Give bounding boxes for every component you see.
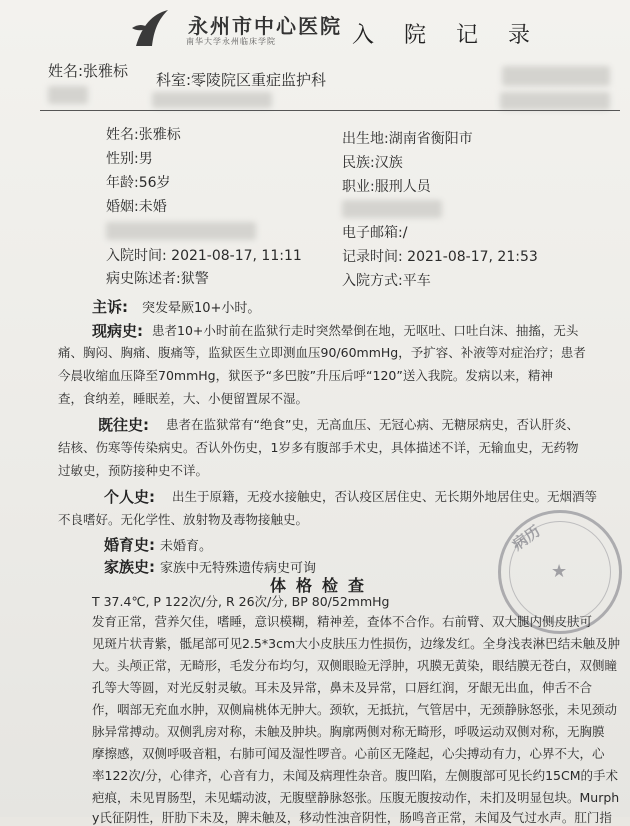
chief-complaint-title: 主诉:	[92, 298, 128, 316]
exam-line: 见斑片状青紫，骶尾部可见2.5*3cm大小皮肤压力性损伤，边缘发红。全身浅表淋巴结未触及肿	[92, 636, 621, 651]
redacted-block	[502, 66, 610, 86]
top-patient-name: 姓名:张雅标	[48, 62, 129, 80]
physical-exam-title: 体格检查	[270, 576, 375, 595]
exam-line: 率122次/分，心律齐，心音有力，未闻及病理性杂音。腹凹陷，左侧腹部可见长约15CM的手术	[92, 768, 618, 783]
redacted-block	[342, 200, 442, 218]
info-admit-time: 入院时间: 2021-08-17, 11:11	[106, 248, 302, 264]
info-marriage: 婚姻:未婚	[106, 199, 167, 215]
hospital-logo-icon	[128, 6, 174, 52]
info-age: 年龄:56岁	[106, 175, 171, 191]
info-narrator: 病史陈述者:狱警	[106, 271, 209, 287]
redacted-block	[106, 222, 256, 240]
exam-line: 孔等大等圆，对光反射灵敏。耳未及异常，鼻未及异常，口唇红润，牙龈无出血，伸舌不合	[92, 680, 593, 695]
past-history-line: 患者在监狱常有“绝食”史，无高血压、无冠心病、无糖尿病史，否认肝炎、	[166, 417, 579, 432]
hospital-subtitle: 南华大学永州临床学院	[186, 37, 276, 46]
redacted-block	[500, 92, 610, 110]
personal-history-title: 个人史:	[104, 488, 155, 506]
info-ethnicity: 民族:汉族	[342, 155, 403, 171]
past-history-title: 既往史:	[98, 416, 149, 434]
marital-history-title: 婚育史:	[104, 536, 155, 554]
exam-line: 作，咽部无充血水肿，双侧扁桃体无肿大。颈软，无抵抗，气管居中，无颈静脉怒张，未见颈动	[92, 702, 618, 717]
record-title: 入院记录	[352, 23, 561, 48]
family-history-title: 家族史:	[104, 558, 155, 576]
personal-history-line: 不良嗜好。无化学性、放射物及毒物接触史。	[58, 512, 309, 527]
chief-complaint-text: 突发晕厥10+小时。	[142, 301, 261, 316]
present-illness-title: 现病史:	[92, 322, 143, 340]
past-history-line: 过敏史，预防接种史不详。	[58, 463, 209, 478]
past-history-line: 结核、伤寒等传染病史。否认外伤史，1岁多有腹部手术史，具体描述不详，无输血史，无药物	[58, 440, 579, 455]
info-record-time: 记录时间: 2021-08-17, 21:53	[342, 249, 538, 265]
redacted-block	[152, 92, 272, 108]
exam-line: 发育正常，营养欠佳，嗜睡，意识模糊，精神差，查体不合作。右前臂、双大腿内侧皮肤可	[92, 614, 593, 629]
exam-line: 大。头颅正常，无畸形，毛发分布均匀，双侧眼睑无浮肿，巩膜无黄染，眼结膜无苍白，双侧瞳	[92, 658, 618, 673]
hospital-name: 永州市中心医院	[188, 14, 342, 38]
exam-line: 疤痕，未见胃肠型，未见蠕动波，无腹壁静脉怒张。压腹无腹按动作，未扪及明显包块。Murph	[92, 790, 620, 805]
info-occupation: 职业:服刑人员	[342, 179, 431, 195]
stamp-text: 病历	[508, 521, 544, 554]
redacted-block	[48, 86, 88, 104]
present-illness-line: 今晨收缩血压降至70mmHg，狱医予“多巴胺”升压后呼“120”送入我院。发病以来，精神	[58, 368, 553, 383]
info-admit-method: 入院方式:平车	[342, 273, 431, 289]
family-history-text: 家族中无特殊遗传病史可询	[160, 561, 317, 576]
exam-line: 脉异常搏动。双侧乳房对称，未触及肿块。胸廓两侧对称无畸形，呼吸运动双侧对称，无胸膜	[92, 724, 605, 739]
exam-line: y氏征阴性，肝肋下未及，脾未触及，移动性浊音阴性，肠鸣音正常，未闻及气过水声。肛门指	[92, 810, 612, 825]
vitals-line: T 37.4℃, P 122次/分, R 26次/分, BP 80/52mmHg	[92, 594, 390, 609]
personal-history-line: 出生于原籍，无疫水接触史，否认疫区居住史、无长期外地居住史。无烟酒等	[172, 489, 598, 504]
marital-history-text: 未婚育。	[160, 539, 213, 554]
exam-line: 摩擦感，双侧呼吸音粗，右肺可闻及湿性啰音。心前区无隆起，心尖搏动有力，心界不大，心	[92, 746, 605, 761]
top-department: 科室:零陵院区重症监护科	[156, 71, 327, 89]
present-illness-line: 痛、胸闷、胸痛、腹痛等，监狱医生立即测血压90/60mmHg，予扩容、补液等对症治疗；患者	[58, 345, 586, 360]
present-illness-line: 查，食纳差，睡眠差，大、小便留置尿不湿。	[58, 391, 309, 406]
info-gender: 性别:男	[106, 151, 153, 167]
present-illness-line: 患者10+小时前在监狱行走时突然晕倒在地，无呕吐、口吐白沫、抽搐，无头	[152, 323, 579, 338]
header-divider	[40, 110, 620, 111]
star-icon: ★	[551, 561, 568, 582]
info-name: 姓名:张雅标	[106, 127, 181, 143]
info-email: 电子邮箱:/	[342, 225, 408, 241]
info-birthplace: 出生地:湖南省衡阳市	[342, 131, 473, 147]
